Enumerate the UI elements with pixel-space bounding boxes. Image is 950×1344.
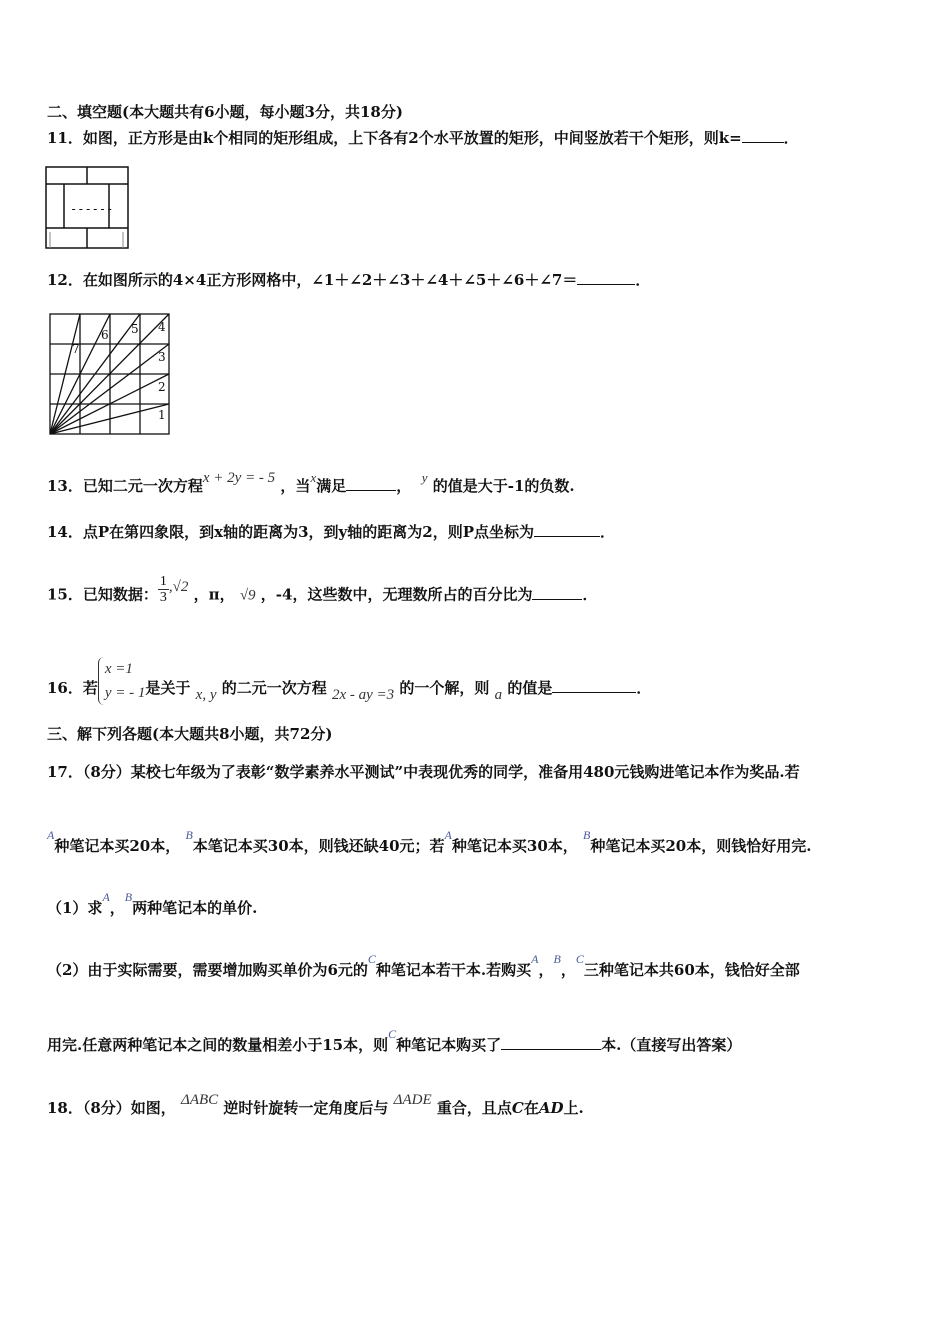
answer-blank — [577, 270, 635, 285]
question-13: 13．已知二元一次方程x + 2y = - 5 ，当x满足 ， y 的值是大于-1的负数. — [47, 470, 575, 495]
question-18: 18．（8分）如图， ΔABC 逆时针旋转一定角度后与 ΔADE 重合，且点C在AD上. — [47, 1092, 584, 1117]
answer-blank — [552, 678, 636, 693]
angle-label-4: 4 — [158, 320, 166, 334]
angle-label-5: 5 — [131, 322, 139, 336]
answer-blank — [346, 476, 396, 491]
question-17-part-2: （2）由于实际需要，需要增加购买单价为6元的$^C$种笔记本若干本.若购买$^A$，$^B$，$^C$三种笔记本共60本，钱恰好全部 — [47, 952, 800, 979]
answer-blank — [501, 1035, 601, 1050]
question-14: 14．点P在第四象限，到x轴的距离为3，到y轴的距离为2，则P点坐标为 ． — [47, 523, 615, 541]
question-17-part-1: （1）求$^A$，$^B$两种笔记本的单价. — [47, 890, 258, 917]
question-17-line-1: 17．（8分）某校七年级为了表彰“数学素养水平测试”中表现优秀的同学，准备用480元钱购进笔记本作为奖品.若 — [47, 763, 800, 781]
section-2-heading: 二、填空题(本大题共有6小题，每小题3分，共18分) — [47, 103, 403, 121]
fraction-one-third: $\frac{1}{3}$ — [159, 574, 167, 605]
question-15: 15．已知数据： $\frac{1}{3}$ ,√2 ，π， √9 ，-4，这些数中，无理数所占的百分比为 ． — [47, 574, 598, 605]
angle-label-2: 2 — [158, 380, 166, 394]
answer-blank — [532, 585, 582, 600]
q11-figure-dashes: ------ — [70, 202, 114, 216]
question-11: 11．如图，正方形是由k个相同的矩形组成，上下各有2个水平放置的矩形，中间竖放若干个矩形，则k= ． — [47, 129, 799, 147]
section-3-heading: 三、解下列各题(本大题共8小题，共72分) — [47, 725, 333, 743]
question-12: 12．在如图所示的4×4正方形网格中，∠1＋∠2＋∠3＋∠4＋∠5＋∠6＋∠7＝ ． — [47, 271, 651, 289]
question-17-part-2-cont: 用完.任意两种笔记本之间的数量相差小于15本，则$^C$种笔记本购买了 本.（直接写出答案） — [47, 1027, 742, 1054]
angle-label-1: 1 — [158, 408, 166, 422]
equation-system: x =1 y = - 1 — [98, 657, 146, 705]
angle-label-6: 6 — [101, 328, 109, 342]
angle-label-3: 3 — [158, 350, 166, 364]
answer-blank — [534, 522, 600, 537]
question-16: 16．若 x =1 y = - 1 是关于 x, y 的二元一次方程 2x - ay =3 的一个解，则 a 的值是 ． — [47, 665, 910, 713]
q12-grid-figure — [48, 312, 172, 438]
question-17-line-2: $^A$种笔记本买20本， $^B$本笔记本买30本，则钱还缺40元；若$^A$种笔记本买30本， $^B$种笔记本买20本，则钱恰好用完. — [47, 828, 812, 855]
answer-blank — [742, 128, 784, 143]
angle-label-7: 7 — [72, 342, 80, 356]
